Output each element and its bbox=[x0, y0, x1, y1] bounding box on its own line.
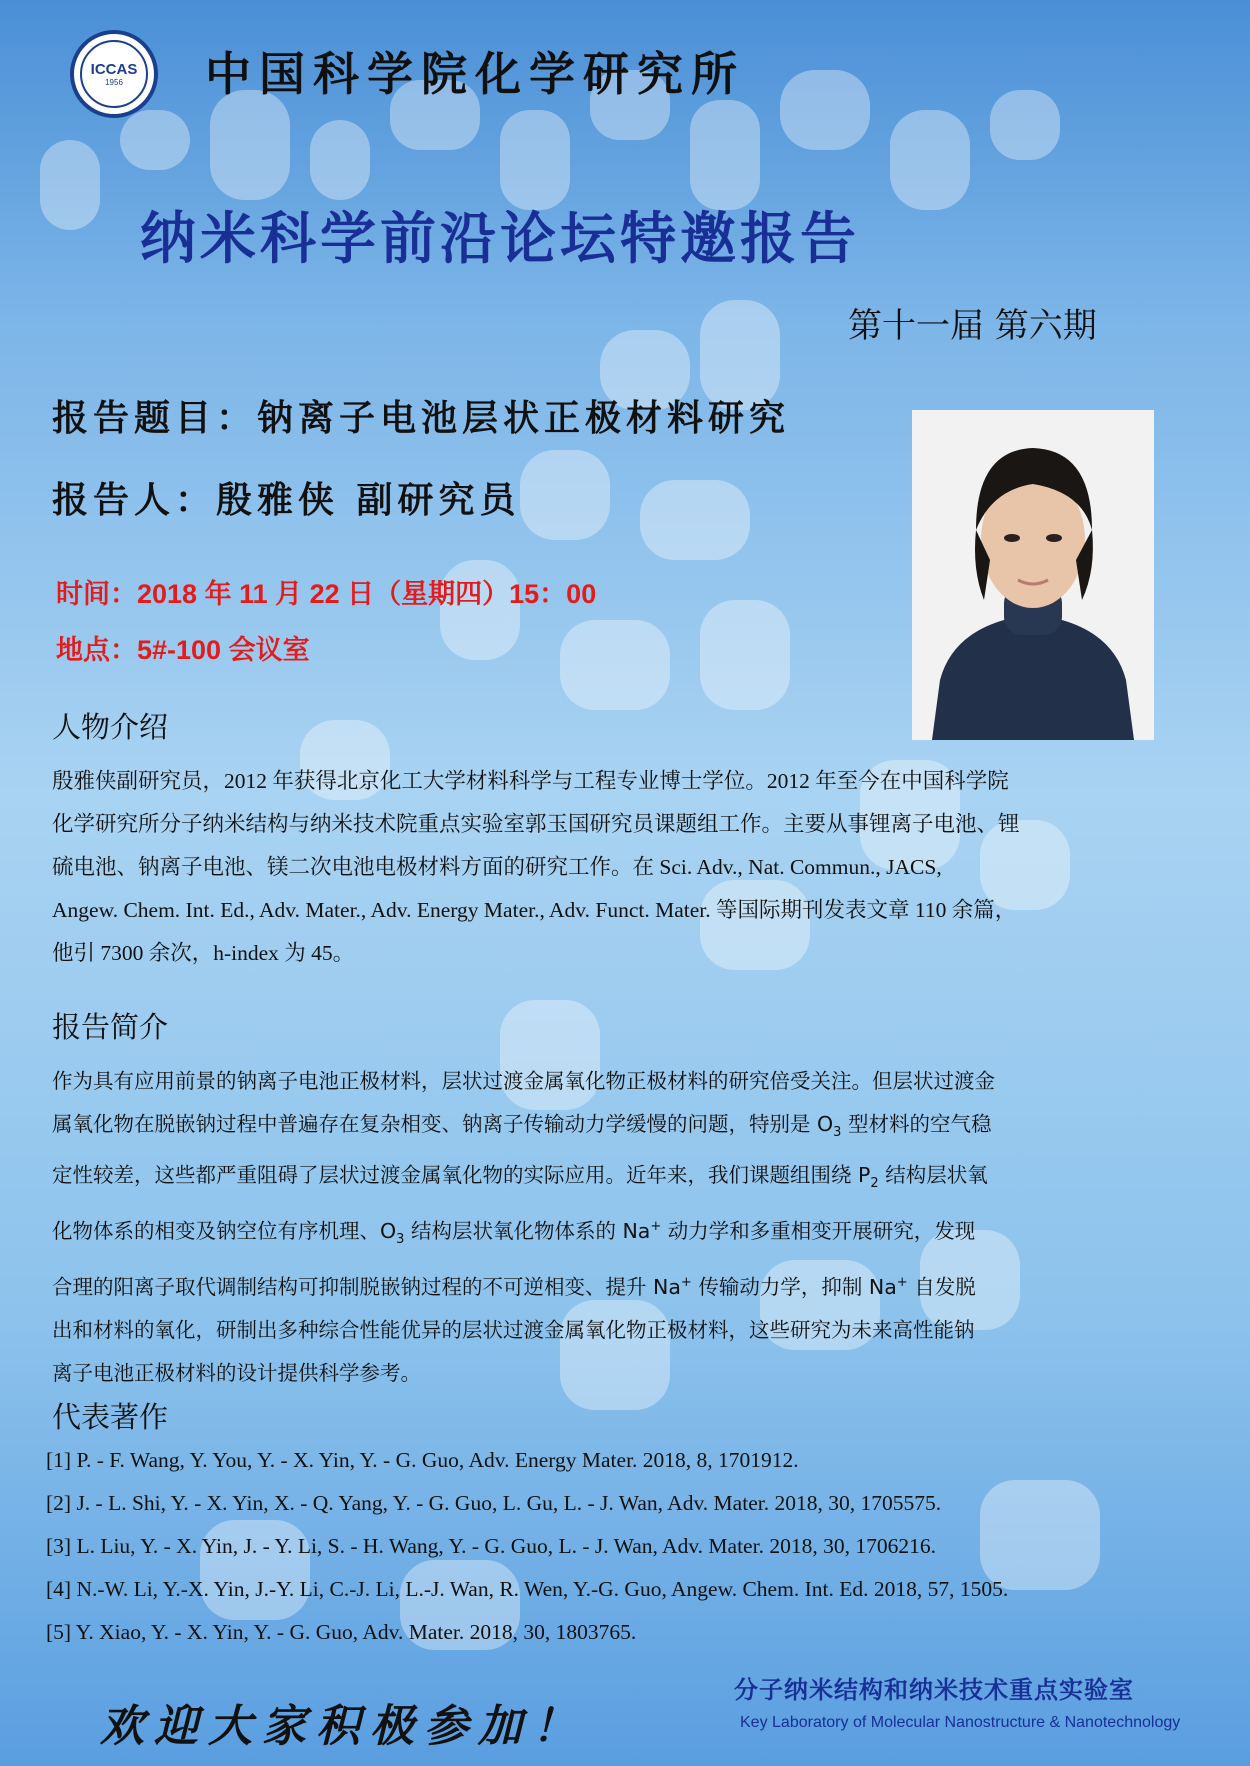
lab-name-cn: 分子纳米结构和纳米技术重点实验室 bbox=[734, 1676, 1134, 1704]
logo-year: 1956 bbox=[105, 78, 123, 87]
logo-ring bbox=[80, 40, 148, 108]
issue-number: 第十一届 第六期 bbox=[848, 306, 1097, 346]
reference-item: [3] L. Liu, Y. - X. Yin, J. - Y. Li, S. - H. Wang, Y. - G. Guo, L. - J. Wan, Adv. Mater. 2018, 30, 1706216. bbox=[46, 1534, 936, 1558]
abstract-text bbox=[52, 1060, 1212, 1395]
institute-name: 中国科学院化学研究所 bbox=[205, 47, 745, 101]
works-heading: 代表著作 bbox=[52, 1400, 169, 1434]
bio-line: 化学研究所分子纳米结构与纳米技术院重点实验室郭玉国研究员课题组工作。主要从事锂离子电池、锂 bbox=[52, 812, 1020, 836]
event-time: 时间：2018 年 11 月 22 日（星期四）15：00 bbox=[56, 579, 597, 609]
iccas-logo bbox=[70, 30, 158, 118]
abstract-line: 定性较差，这些都严重阻碍了层状过渡金属氧化物的实际应用。近年来，我们课题组围绕 $P_2$ 结构层状氧 bbox=[52, 1163, 988, 1192]
abstract-line: 化物体系的相变及钠空位有序机理、$O_3$ 结构层状氧化物体系的 Na+ 动力学和多重相变开展研究，发现 bbox=[52, 1219, 976, 1248]
abstract-line: 离子电池正极材料的设计提供科学参考。 bbox=[52, 1360, 421, 1385]
abstract-heading: 报告简介 bbox=[52, 1010, 169, 1044]
abstract-line: 合理的阳离子取代调制结构可抑制脱嵌钠过程的不可逆相变、提升 Na+ 传输动力学，抑制 Na+ 自发脱 bbox=[52, 1274, 976, 1299]
abstract-line: 出和材料的氧化，研制出多种综合性能优异的层状过渡金属氧化物正极材料，这些研究为未来高性能钠 bbox=[52, 1317, 975, 1342]
welcome-message: 欢迎大家积极参加！ bbox=[100, 1701, 586, 1752]
abstract-line: 作为具有应用前景的钠离子电池正极材料，层状过渡金属氧化物正极材料的研究倍受关注。但层状过渡金 bbox=[52, 1069, 995, 1093]
reference-item: [4] N.-W. Li, Y.-X. Yin, J.-Y. Li, C.-J. Li, L.-J. Wan, R. Wen, Y.-G. Guo, Angew. Chem. Int. Ed. 2018, 57, 1505. bbox=[46, 1577, 1009, 1601]
bio-line: 硫电池、钠离子电池、镁二次电池电极材料方面的研究工作。在 Sci. Adv., Nat. Commun., JACS, bbox=[52, 855, 942, 879]
bio-line: Angew. Chem. Int. Ed., Adv. Mater., Adv. Energy Mater., Adv. Funct. Mater. 等国际期刊发表文章 110 余篇， bbox=[52, 898, 1017, 922]
bio-line: 殷雅侠副研究员，2012 年获得北京化工大学材料科学与工程专业博士学位。2012 年至今在中国科学院 bbox=[52, 769, 1009, 793]
lab-name-en: Key Laboratory of Molecular Nanostructure & Nanotechnology bbox=[740, 1714, 1181, 1731]
forum-title: 纳米科学前沿论坛特邀报告 bbox=[140, 207, 860, 272]
speaker-photo bbox=[912, 410, 1154, 740]
event-place: 地点：5#-100 会议室 bbox=[56, 635, 310, 665]
abstract-line: 属氧化物在脱嵌钠过程中普遍存在复杂相变、钠离子传输动力学缓慢的问题，特别是 $O_3$ 型材料的空气稳 bbox=[52, 1112, 992, 1141]
bio-line: 他引 7300 余次，h-index 为 45。 bbox=[52, 941, 355, 965]
reference-item: [1] P. - F. Wang, Y. You, Y. - X. Yin, Y. - G. Guo, Adv. Energy Mater. 2018, 8, 1701912. bbox=[46, 1448, 799, 1472]
talk-topic: 报告题目：钠离子电池层状正极材料研究 bbox=[52, 397, 791, 439]
bio-text bbox=[52, 760, 1212, 975]
reference-item: [5] Y. Xiao, Y. - X. Yin, Y. - G. Guo, Adv. Mater. 2018, 30, 1803765. bbox=[46, 1620, 637, 1644]
logo-text: ICCAS bbox=[90, 61, 138, 78]
reference-item: [2] J. - L. Shi, Y. - X. Yin, X. - Q. Yang, Y. - G. Guo, L. Gu, L. - J. Wan, Adv. Mater. 2018, 30, 1705575. bbox=[46, 1491, 942, 1515]
talk-speaker: 报告人：殷雅侠 副研究员 bbox=[52, 479, 521, 521]
bio-heading: 人物介绍 bbox=[52, 710, 169, 744]
